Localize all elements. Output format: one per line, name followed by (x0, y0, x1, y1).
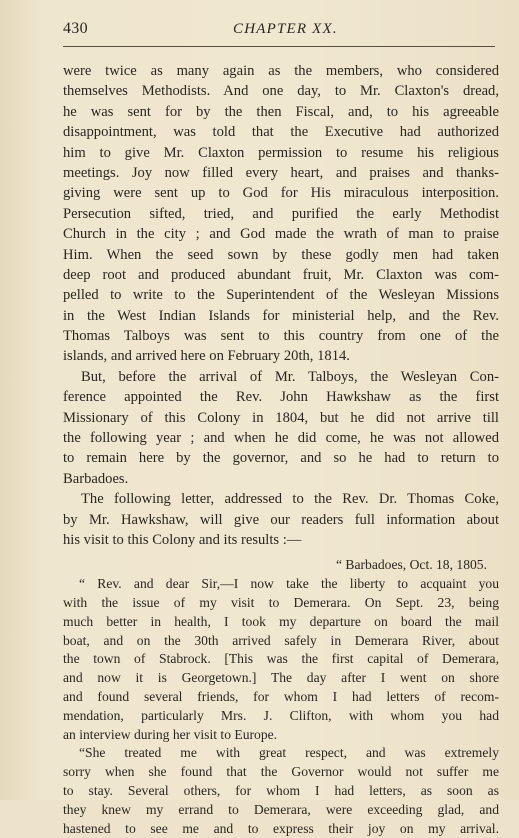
text-line: and found several friends, for whom I had letters of recom- (63, 688, 499, 704)
text-line: giving were sent up to God for His miraculous interposition. (63, 185, 499, 202)
letter-dateline-block (63, 556, 499, 575)
paragraph-3 (63, 489, 499, 550)
letter-paragraph-2 (63, 744, 499, 838)
text-line: an interview during her visit to Europe. (63, 726, 278, 742)
paragraph-2 (63, 367, 499, 489)
text-line: and now it is Georgetown.] The day after I went on shore (63, 670, 499, 686)
text-line: meetings. Joy now filled every heart, and praises and thanks- (63, 164, 499, 181)
text-line: mendation, particularly Mrs. J. Clifton, with whom you had (63, 707, 499, 723)
text-line: they knew my errand to Demerara, were exceeding glad, and (63, 801, 499, 817)
text-line: Him. When the seed sown by these godly men had taken (63, 246, 499, 263)
text-line: the following year ; and when he did come, he was not allowed (63, 430, 499, 447)
text-line: were twice as many again as the members, who considered (63, 63, 499, 79)
text-line: disappointment, was told that the Executive had authorized (63, 124, 499, 141)
text-line: Persecution sifted, tried, and purified the early Methodist (63, 205, 499, 222)
text-line: hastened to see me and to express their joy on my arrival. (63, 820, 499, 836)
text-line: pelled to write to the Superintendent of the Wesleyan Missions (63, 287, 499, 304)
text-line: “ Rev. and dear Sir,—I now take the liberty to acquaint you (79, 576, 499, 592)
text-line: the town of Stabrock. [This was the first capital of Demerara, (63, 651, 499, 667)
text-line: ference appointed the Rev. John Hawkshaw as the first (63, 389, 499, 406)
text-line: Barbadoes. (63, 470, 129, 487)
text-line: him to give Mr. Claxton permission to resume his religious (63, 144, 499, 161)
text-line: But, before the arrival of Mr. Talboys, the Wesleyan Con- (81, 368, 499, 385)
text-line: “She treated me with great respect, and was extremely (79, 745, 499, 761)
running-head: CHAPTER XX. (233, 21, 338, 37)
header-rule (63, 46, 495, 47)
text-line: with the issue of my visit to Demerara. On Sept. 23, being (63, 594, 499, 610)
text-line: Church in the city ; and God made the wrath of man to praise (63, 226, 499, 243)
paragraph-1 (63, 61, 499, 367)
text-line: he was sent for by the then Fiscal, and, to his agreeable (63, 103, 499, 120)
text-line: sorry when she found that the Governor would not suffer me (63, 764, 499, 780)
text-line: islands, and arrived here on February 20th, 1814. (63, 348, 350, 365)
text-line: by Mr. Hawkshaw, will give our readers full information about (63, 511, 499, 528)
text-line: Missionary of this Colony in 1804, but he did not arrive till (63, 409, 499, 426)
page-header (63, 20, 495, 40)
text-line: The following letter, addressed to the Rev. Dr. Thomas Coke, (81, 491, 499, 508)
text-line: deep root and produced abundant fruit, Mr. Claxton was com- (63, 266, 499, 283)
text-line: boat, and on the 30th arrived safely in Demerara River, about (63, 632, 499, 648)
letter-dateline: “ Barbadoes, Oct. 18, 1805. (335, 557, 487, 573)
letter-paragraph-1 (63, 575, 499, 744)
text-line: much better in health, I took my departure on board the mail (63, 613, 499, 629)
text-line: themselves Methodists. And one day, to Mr. Claxton's dread, (63, 83, 499, 100)
text-line: his visit to this Colony and its results :— (63, 531, 302, 548)
text-line: to remain here by the governor, and so he had to return to (63, 450, 499, 467)
text-line: in the West Indian Islands for ministerial help, and the Rev. (63, 307, 499, 324)
page-body (63, 61, 499, 838)
text-line: to stay. Several others, for whom I had letters, as soon as (63, 782, 499, 798)
text-line: Thomas Talboys was sent to this country from one of the (63, 328, 499, 345)
page-number: 430 (63, 20, 88, 37)
